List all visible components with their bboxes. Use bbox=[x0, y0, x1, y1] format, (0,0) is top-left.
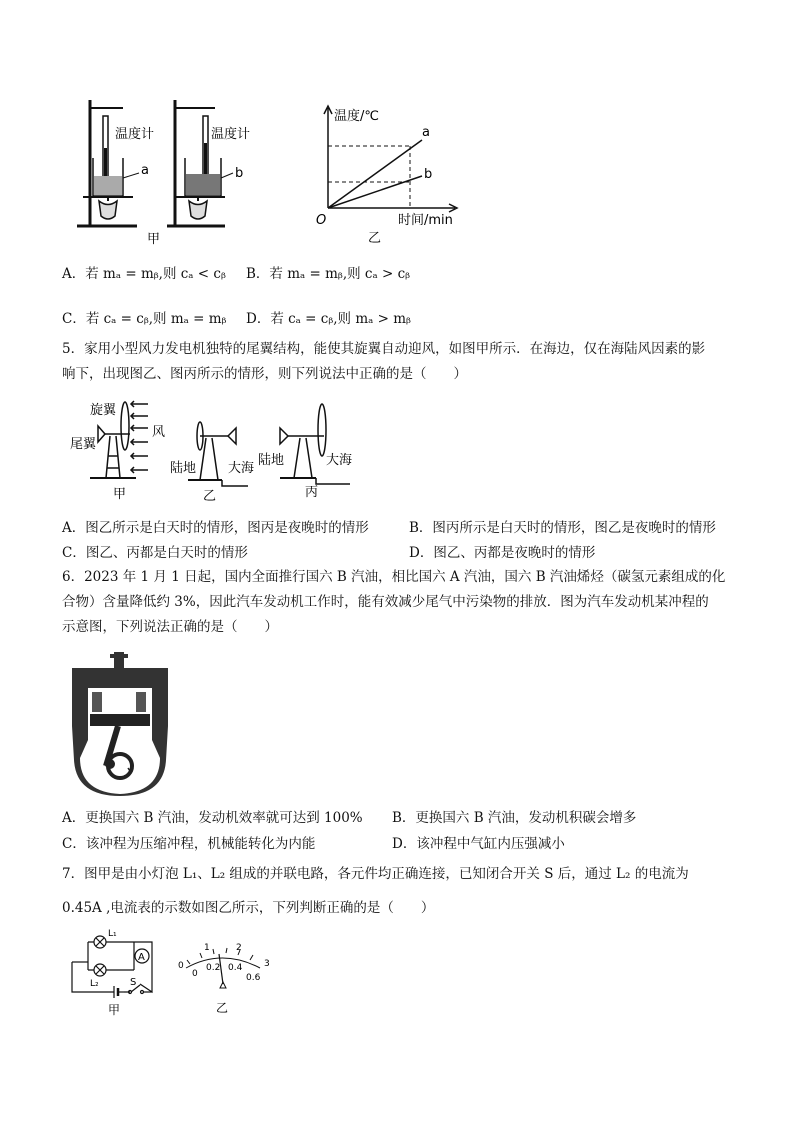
heating-setup-b bbox=[167, 100, 233, 226]
q5-option-c[interactable]: C．图乙、丙都是白天时的情形 bbox=[62, 545, 248, 561]
q4-option-a[interactable]: A．若 mₐ = mᵦ,则 cₐ < cᵦ bbox=[62, 266, 226, 282]
sea-label-yi: 大海 bbox=[228, 461, 255, 476]
caption-jia: 甲 bbox=[113, 487, 127, 502]
l1-label: L₁ bbox=[108, 929, 117, 939]
q4-option-b[interactable]: B．若 mₐ = mᵦ,则 cₐ > cᵦ bbox=[246, 266, 411, 282]
q5-option-b[interactable]: B．图丙所示是白天时的情形，图乙是夜晚时的情形 bbox=[409, 520, 716, 536]
dial-caption: 乙 bbox=[216, 1001, 229, 1015]
q7-ammeter-dial bbox=[172, 936, 272, 1020]
wind-label: 风 bbox=[152, 425, 166, 440]
q5-option-a[interactable]: A．图乙所示是白天时的情形，图丙是夜晚时的情形 bbox=[62, 520, 369, 536]
turbine-yi bbox=[188, 422, 248, 486]
tail-label: 尾翼 bbox=[70, 437, 97, 452]
q6-stem-line-2: 合物）含量降低约 3%，因此汽车发动机工作时，能有效减少尾气中污染物的排放．图为汽车发动机某冲程的 bbox=[62, 594, 709, 610]
beaker-label-b: b bbox=[235, 166, 244, 181]
turbine-bing bbox=[280, 404, 353, 484]
q6-stem-line-3: 示意图，下列说法正确的是（ ） bbox=[62, 619, 278, 635]
q6-option-b[interactable]: B．更换国六 B 汽油，发动机积碳会增多 bbox=[392, 810, 637, 826]
q4-figure-jia bbox=[75, 98, 265, 246]
q4-option-c[interactable]: C．若 cₐ = cᵦ,则 mₐ = mᵦ bbox=[62, 311, 227, 327]
graph-line-a bbox=[328, 140, 422, 208]
q5-stem-line-1: 5．家用小型风力发电机独特的尾翼结构，能使其旋翼自动迎风，如图甲所示．在海边，仅在海陆风因素的影 bbox=[62, 341, 706, 357]
line-label-a: a bbox=[422, 125, 430, 140]
rotor-label: 旋翼 bbox=[90, 403, 117, 418]
caption-yi: 乙 bbox=[203, 489, 217, 504]
top-scale-3: 3 bbox=[264, 959, 270, 969]
line-label-b: b bbox=[424, 167, 433, 182]
top-scale-2: 2 bbox=[236, 943, 242, 953]
y-axis-label: 温度/℃ bbox=[334, 109, 379, 124]
bottom-scale-04: 0.4 bbox=[228, 963, 243, 973]
q6-option-c[interactable]: C．该冲程为压缩冲程，机械能转化为内能 bbox=[62, 836, 316, 852]
q7-stem-line-2: 0.45A ,电流表的示数如图乙所示，下列判断正确的是（ ） bbox=[62, 900, 435, 916]
beaker-label-a: a bbox=[141, 163, 149, 178]
graph-line-b bbox=[328, 176, 422, 208]
q6-option-a[interactable]: A．更换国六 B 汽油，发动机效率就可达到 100% bbox=[62, 810, 363, 826]
q7-stem-line-1: 7．图甲是由小灯泡 L₁、L₂ 组成的并联电路，各元件均正确连接，已知闭合开关 S 后，通过 L₂ 的电流为 bbox=[62, 866, 689, 882]
x-axis-label: 时间/min bbox=[398, 213, 453, 228]
engine-cylinder-diagram bbox=[70, 648, 170, 796]
circuit-caption: 甲 bbox=[108, 1003, 121, 1017]
q7-circuit-diagram bbox=[68, 926, 160, 1018]
heating-setup-a bbox=[77, 100, 139, 226]
figure-caption-yi: 乙 bbox=[368, 231, 382, 246]
sea-label-bing: 大海 bbox=[326, 453, 353, 468]
q5-option-d[interactable]: D．图乙、丙都是夜晚时的情形 bbox=[409, 545, 596, 561]
land-label-bing: 陆地 bbox=[258, 453, 285, 468]
land-label-yi: 陆地 bbox=[170, 461, 197, 476]
thermometer-label-a: 温度计 bbox=[115, 127, 155, 142]
top-scale-0: 0 bbox=[178, 961, 184, 971]
caption-bing: 丙 bbox=[305, 485, 319, 500]
bottom-scale-02: 0.2 bbox=[206, 963, 221, 973]
q4-figure-yi bbox=[310, 100, 470, 248]
thermometer-label-b: 温度计 bbox=[211, 127, 251, 142]
q5-stem-line-2: 响下，出现图乙、图丙所示的情形，则下列说法中正确的是（ ） bbox=[62, 366, 467, 382]
q5-figure bbox=[70, 396, 370, 508]
q4-option-d[interactable]: D．若 cₐ = cᵦ,则 mₐ > mᵦ bbox=[246, 311, 411, 327]
bottom-scale-06: 0.6 bbox=[246, 973, 261, 983]
switch-label: S bbox=[130, 977, 137, 988]
bottom-scale-0: 0 bbox=[192, 969, 198, 979]
origin-label: O bbox=[316, 213, 327, 228]
figure-caption-jia: 甲 bbox=[147, 232, 161, 246]
l2-label: L₂ bbox=[90, 979, 99, 989]
q6-option-d[interactable]: D．该冲程中气缸内压强减小 bbox=[392, 836, 565, 852]
top-scale-1: 1 bbox=[204, 943, 210, 953]
ammeter-label: A bbox=[138, 952, 145, 963]
q6-stem-line-1: 6．2023 年 1 月 1 日起，国内全面推行国六 B 汽油，相比国六 A 汽油，国六 B 汽油烯烃（碳氢元素组成的化 bbox=[62, 569, 726, 585]
